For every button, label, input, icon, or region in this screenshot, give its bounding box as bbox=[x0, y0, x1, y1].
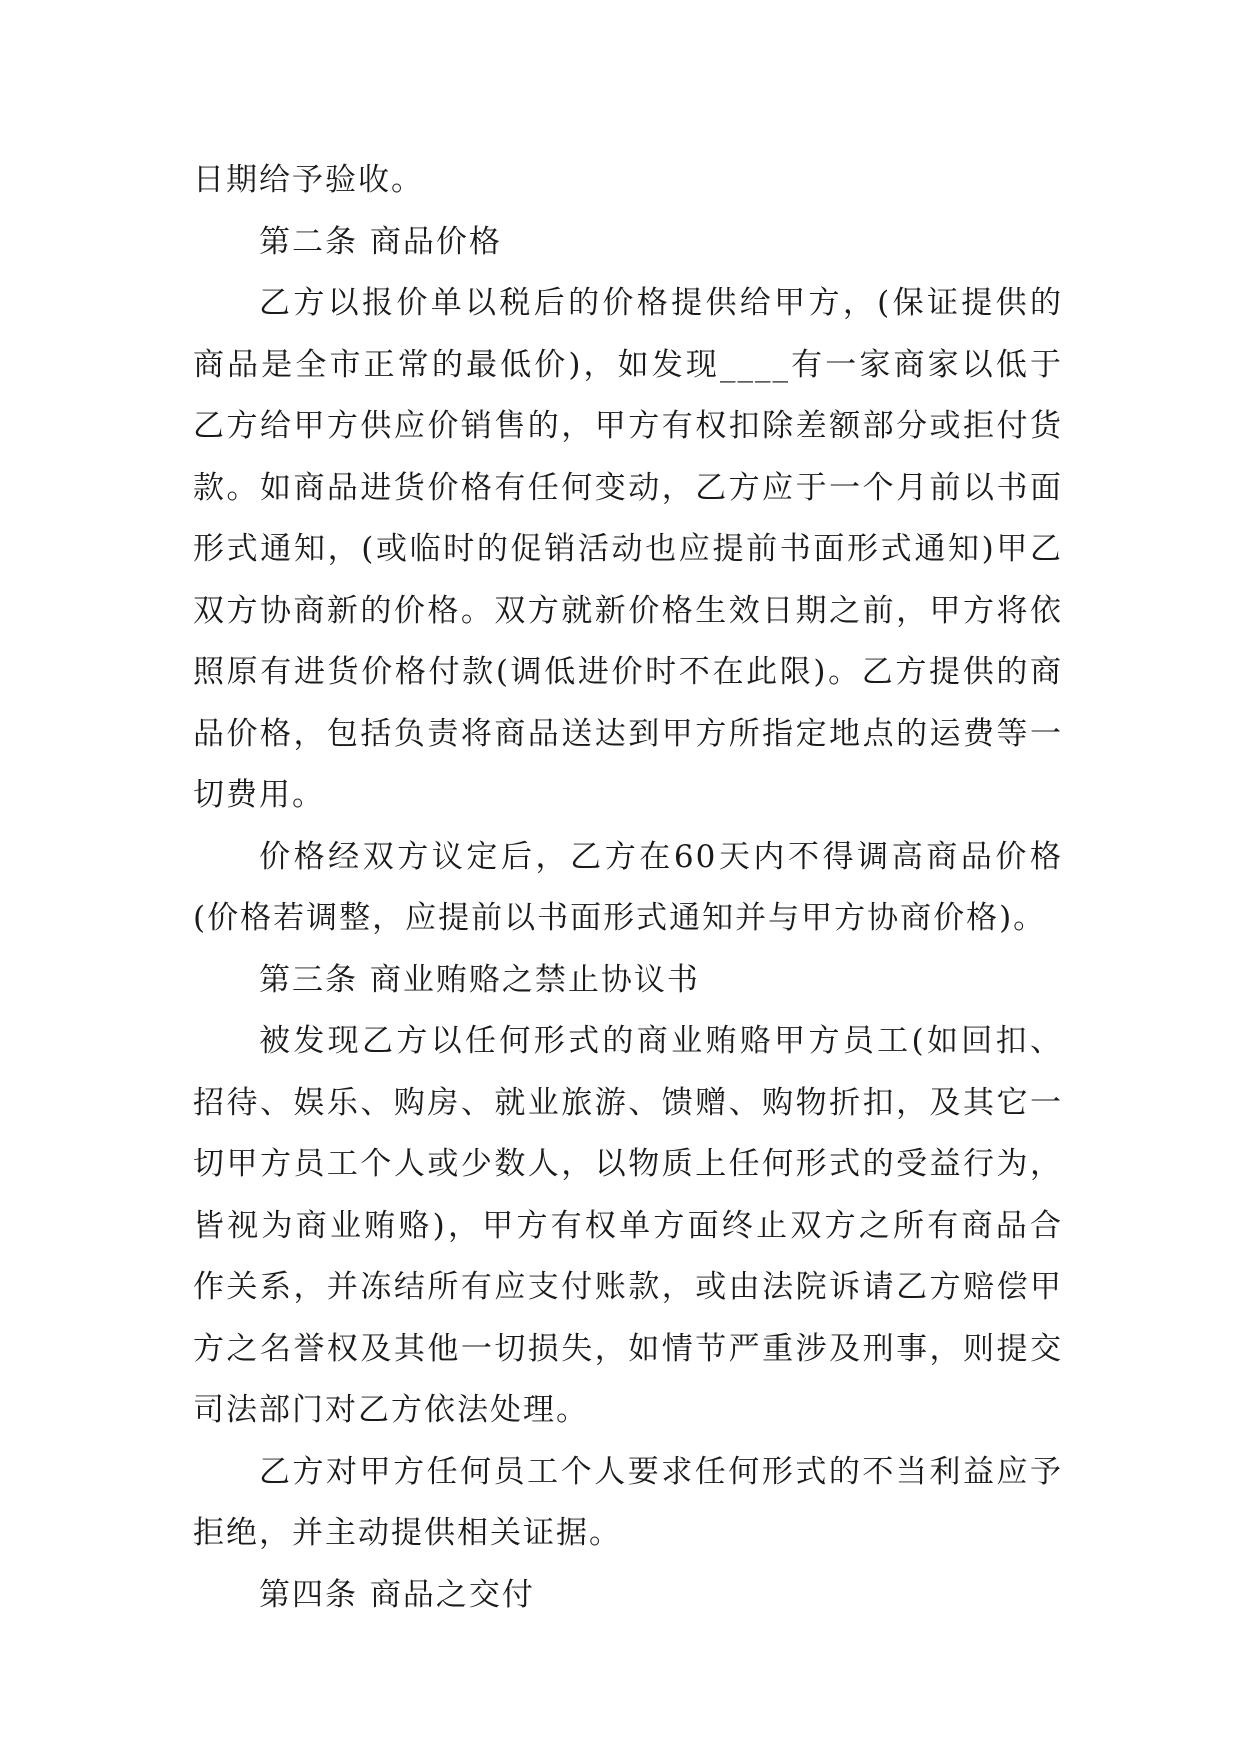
paragraph-bribery-terms: 被发现乙方以任何形式的商业贿赂甲方员工(如回扣、招待、娱乐、购房、就业旅游、馈赠、购物折扣，及其它一切甲方员工个人或少数人，以物质上任何形式的受益行为，皆视为商业贿赂)，甲方有权单方面终止双方之所有商品合作关系，并冻结所有应支付账款，或由法院诉请乙方赔偿甲方之名誉权及其他一切损失，如情节严重涉及刑事，则提交司法部门对乙方依法处理。 bbox=[193, 1023, 1063, 1428]
paragraph-refusal-terms: 乙方对甲方任何员工个人要求任何形式的不当利益应予拒绝，并主动提供相关证据。 bbox=[193, 1453, 1063, 1551]
document-body bbox=[193, 150, 1063, 1626]
paragraph-continuation: 日期给予验收。 bbox=[193, 162, 424, 198]
paragraph-price-lock: 价格经双方议定后，乙方在60天内不得调高商品价格(价格若调整，应提前以书面形式通知并与甲方协商价格)。 bbox=[193, 838, 1063, 936]
article-heading-3: 第三条 商业贿赂之禁止协议书 bbox=[259, 961, 700, 998]
article-heading-4: 第四条 商品之交付 bbox=[259, 1576, 535, 1613]
paragraph-price-terms: 乙方以报价单以税后的价格提供给甲方，(保证提供的商品是全市正常的最低价)，如发现____有一家商家以低于乙方给甲方供应价销售的，甲方有权扣除差额部分或拒付货款。如商品进货价格有任何变动，乙方应于一个月前以书面形式通知，(或临时的促销活动也应提前书面形式通知)甲乙双方协商新的价格。双方就新价格生效日期之前，甲方将依照原有进货价格付款(调低进价时不在此限)。乙方提供的商品价格，包括负责将商品送达到甲方所指定地点的运费等一切费用。 bbox=[193, 285, 1063, 813]
article-heading-2: 第二条 商品价格 bbox=[259, 223, 502, 260]
